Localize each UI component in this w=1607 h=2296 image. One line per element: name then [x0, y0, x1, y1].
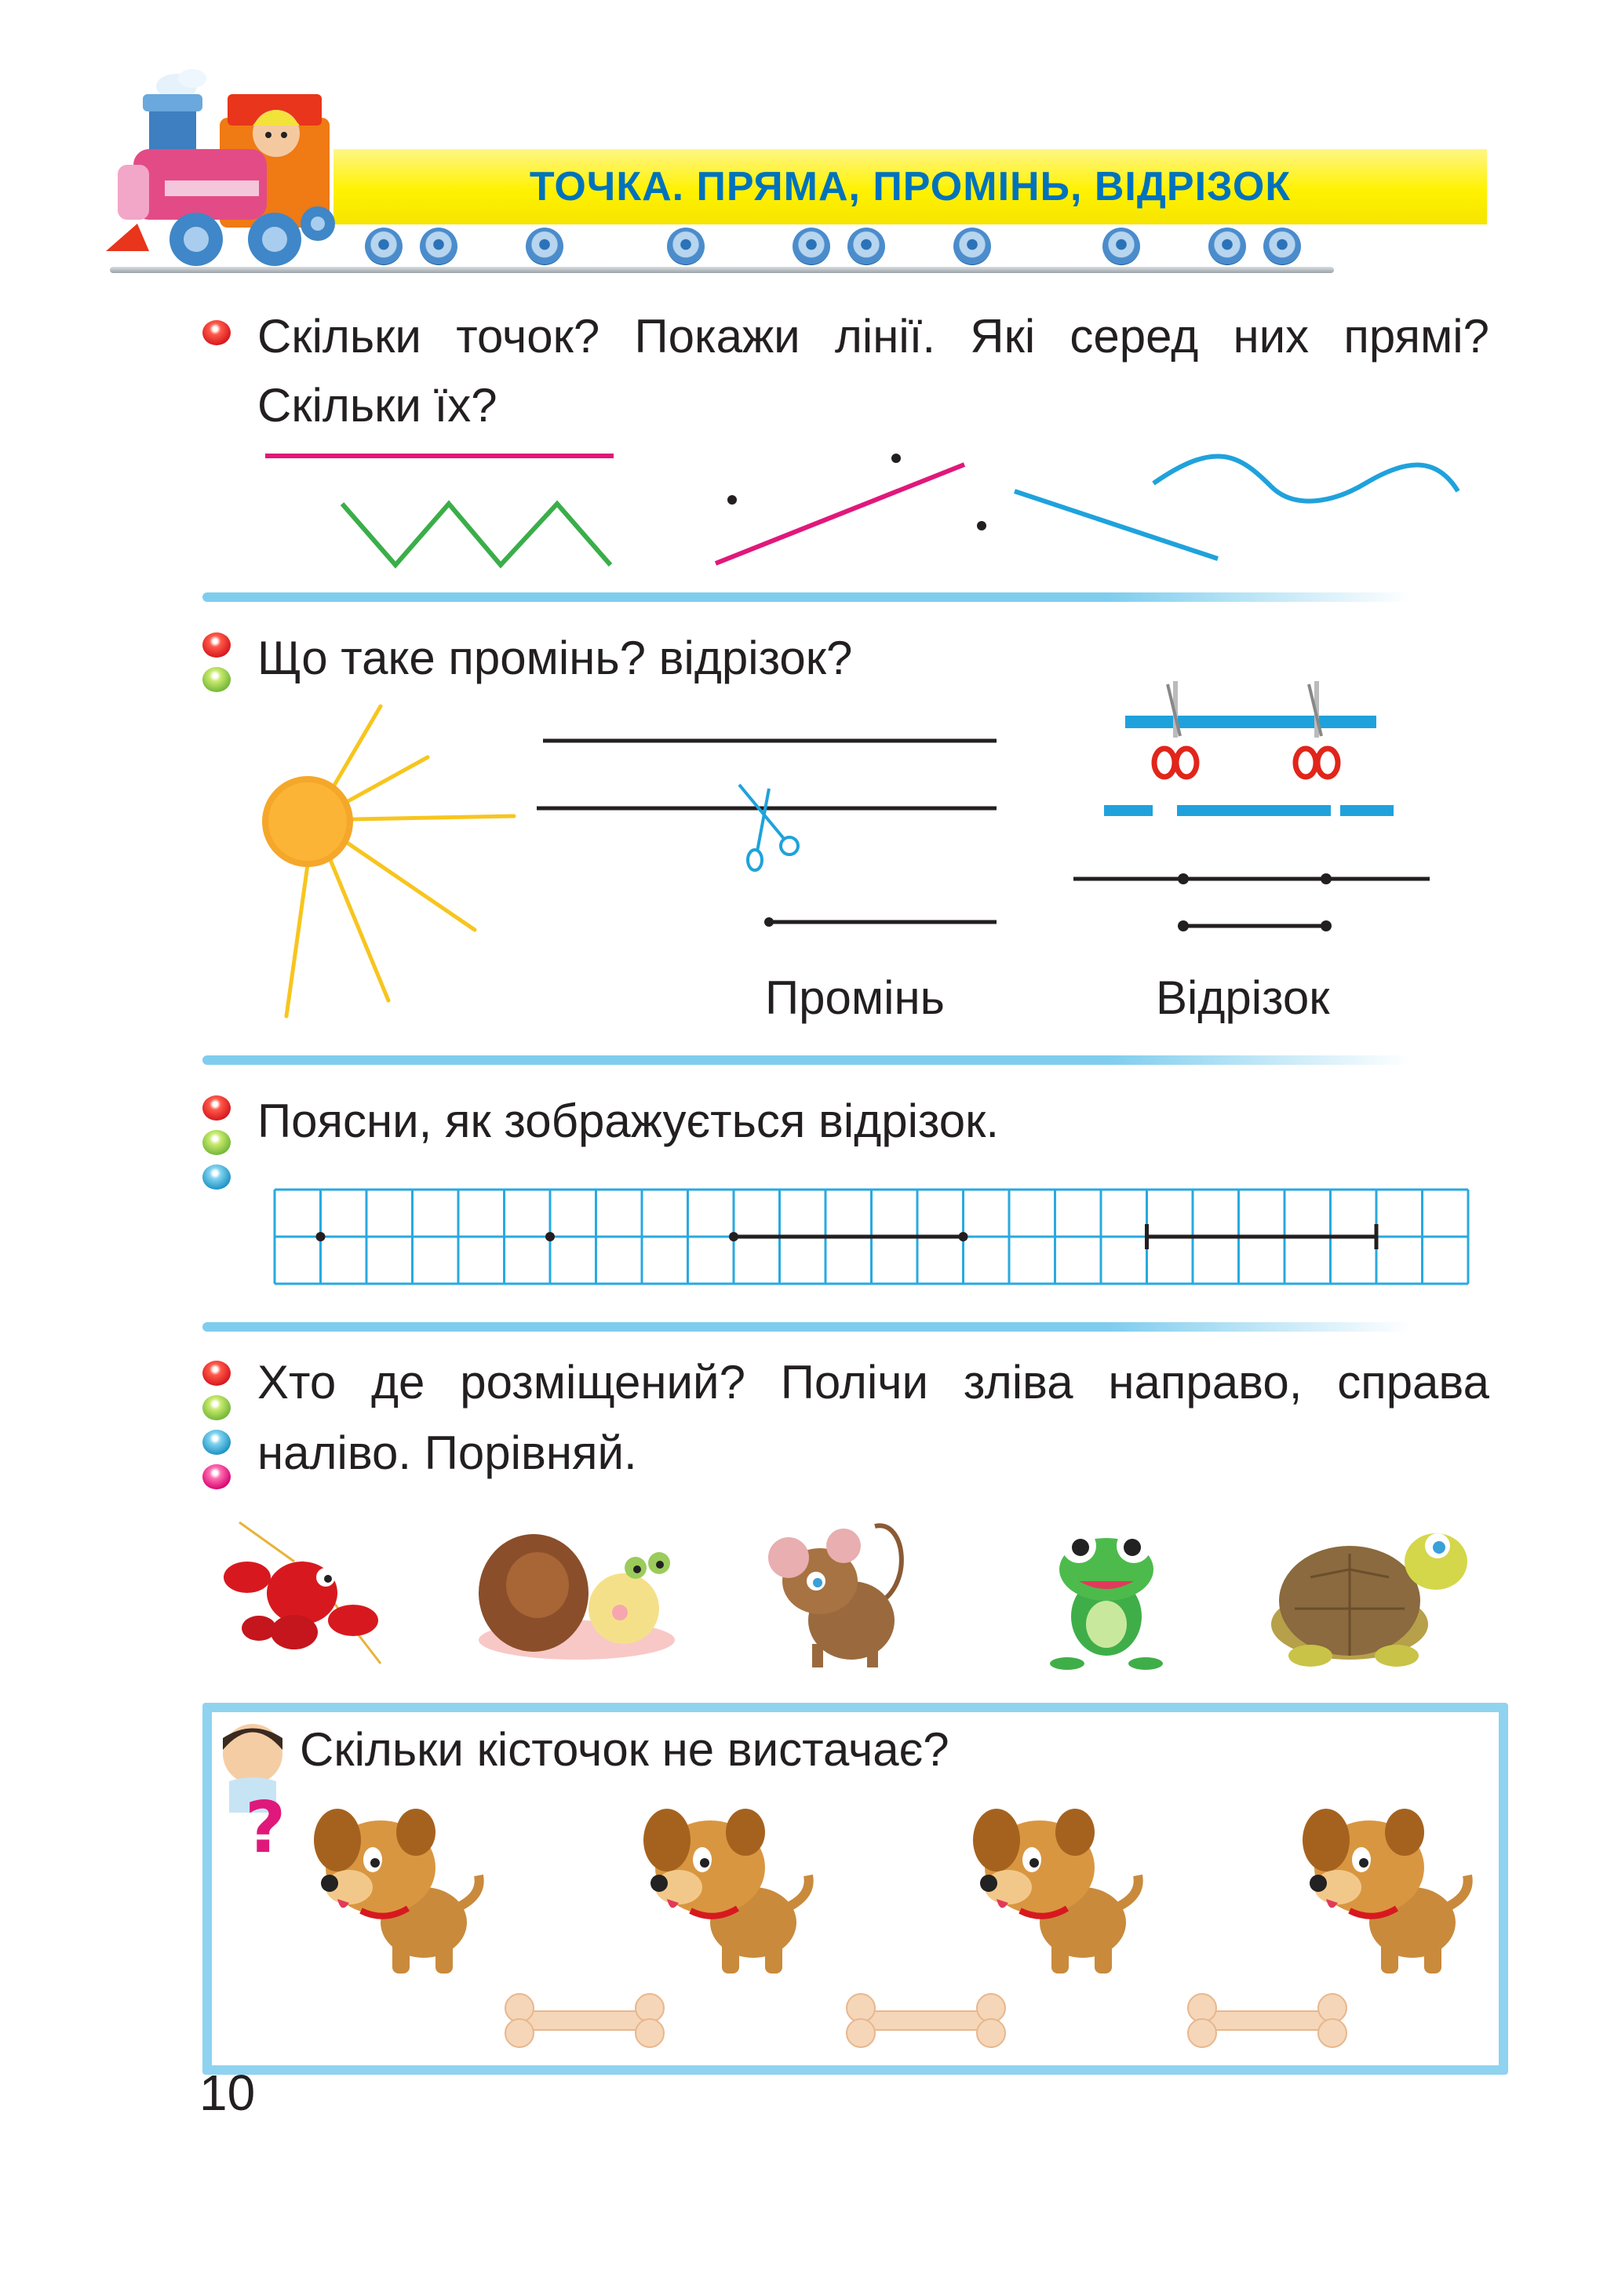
- rail-line: [110, 267, 1334, 273]
- difficulty-bead-icon: [202, 632, 231, 658]
- wheel-icon: [1102, 228, 1140, 265]
- point-mark: [729, 1232, 738, 1241]
- difficulty-bead-icon: [202, 1430, 231, 1455]
- mouse-icon: [757, 1511, 938, 1671]
- wheel-icon: [953, 228, 991, 265]
- difficulty-bead-icon: [202, 1164, 231, 1190]
- task1-text-line2: Скільки їх?: [257, 379, 497, 432]
- wheel-icon: [365, 228, 403, 265]
- point-mark: [545, 1232, 555, 1241]
- scissors-icon: [1154, 681, 1197, 777]
- point-mark: [959, 1232, 968, 1241]
- dog-icon: [1295, 1805, 1475, 1977]
- difficulty-bead-icon: [202, 1395, 231, 1420]
- wheel-icon: [1263, 228, 1301, 265]
- section-separator: [202, 592, 1411, 602]
- wheel-icon: [847, 228, 885, 265]
- wheel-icon: [667, 228, 705, 265]
- svg-text:?: ?: [245, 1787, 286, 1860]
- dog-icon: [306, 1805, 486, 1977]
- point-mark: [316, 1232, 326, 1241]
- ray-label: Промінь: [765, 971, 945, 1024]
- difficulty-bead-icon: [202, 1464, 231, 1489]
- task4-text: Хто де розміщений? Полічи зліва направо, справа: [257, 1356, 1489, 1409]
- task4-text-line2: наліво. Порівняй.: [257, 1427, 637, 1479]
- frog-icon: [1044, 1514, 1169, 1671]
- page-number: 10: [199, 2065, 256, 2121]
- task2-text: Що таке промінь? відрізок?: [257, 632, 853, 684]
- turtle-icon: [1263, 1514, 1467, 1671]
- snail-icon: [475, 1514, 679, 1671]
- page-title: ТОЧКА. ПРЯМА, ПРОМІНЬ, ВІДРІЗОК: [529, 164, 1292, 210]
- train-icon: [102, 63, 337, 275]
- bone-icon: [844, 1989, 1008, 2052]
- scissors-icon: [739, 785, 798, 870]
- scissors-icon: [1295, 681, 1338, 777]
- crayfish-icon: [216, 1514, 388, 1671]
- lines-figure: [251, 439, 1491, 581]
- task5-text: Скільки кісточок не вистачає?: [300, 1723, 949, 1776]
- difficulty-bead-icon: [202, 1095, 231, 1121]
- task1-text: Скільки точок? Покажи лінії. Які серед них прямі?: [257, 310, 1489, 363]
- wheel-icon: [793, 228, 830, 265]
- difficulty-bead-icon: [202, 1130, 231, 1155]
- section-separator: [202, 1322, 1411, 1332]
- section-separator: [202, 1055, 1411, 1065]
- wheel-icon: [526, 228, 563, 265]
- wheel-icon: [420, 228, 457, 265]
- bone-icon: [1185, 1989, 1350, 2052]
- wheel-icon: [1208, 228, 1246, 265]
- sun-icon: [251, 694, 534, 1024]
- dog-icon: [636, 1805, 816, 1977]
- boy-question-icon: [213, 1718, 292, 1860]
- difficulty-bead-icon: [202, 667, 231, 692]
- difficulty-bead-icon: [202, 1361, 231, 1386]
- segment-label: Відрізок: [1156, 971, 1330, 1024]
- ray-figure: [534, 730, 1004, 934]
- squared-grid: [271, 1188, 1472, 1285]
- bone-icon: [502, 1989, 667, 2052]
- task3-text: Поясни, як зображується відрізок.: [257, 1095, 1000, 1147]
- dog-icon: [965, 1805, 1146, 1977]
- difficulty-bead-icon: [202, 320, 231, 345]
- segment-figure: [1067, 675, 1436, 942]
